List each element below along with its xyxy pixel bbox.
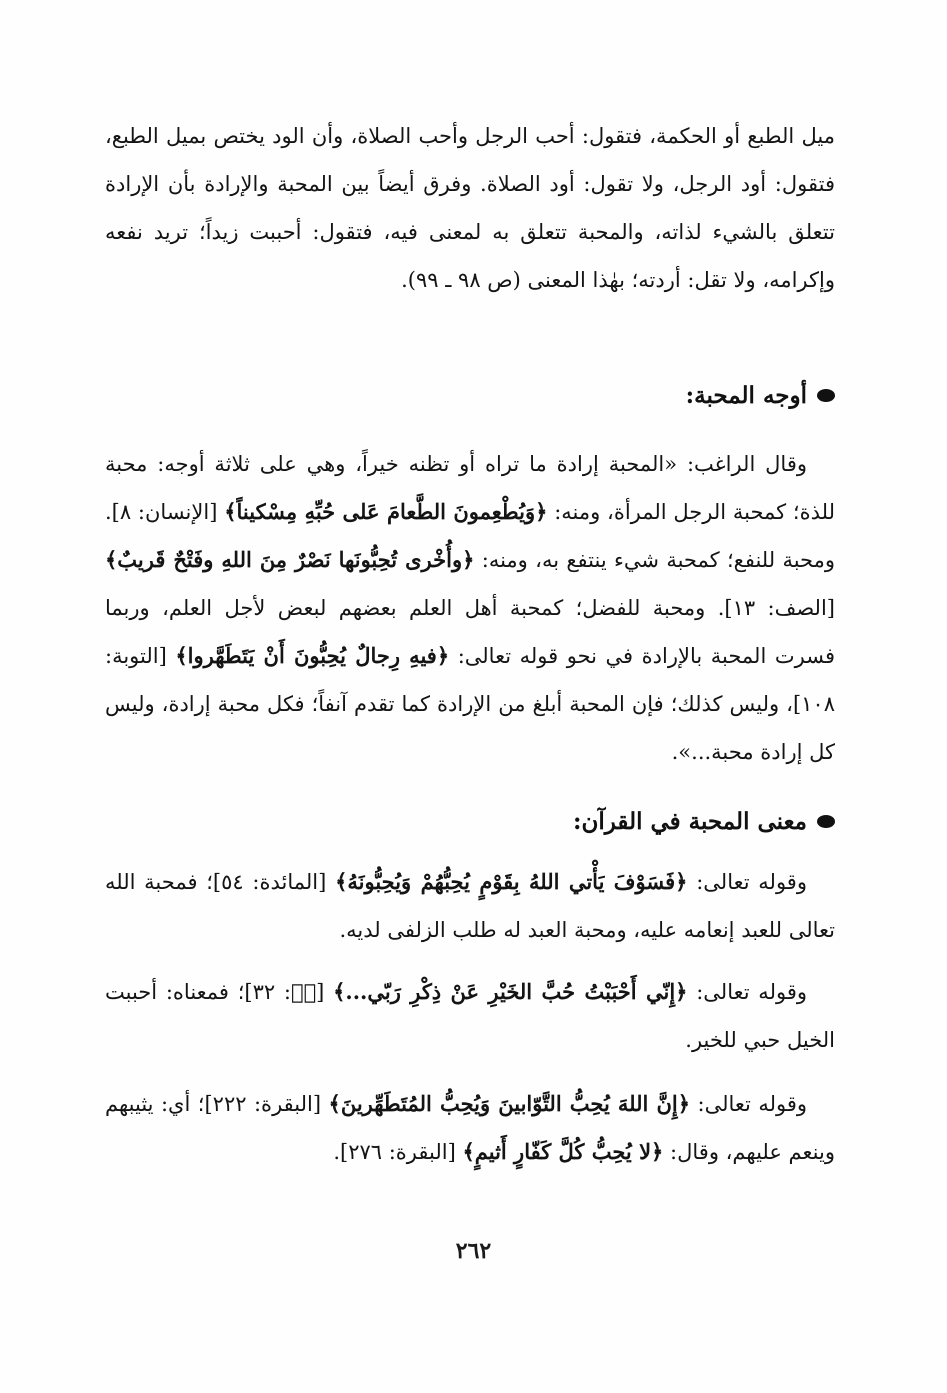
meaning-paragraph-1-block	[105, 858, 835, 954]
quran-verse: ﴿إِنّي أَحْبَبْتُ حُبَّ الخَيْرِ عَنْ ذِكْرِ رَبّي...﴾	[333, 979, 688, 1004]
bullet-icon	[817, 389, 835, 402]
heading-text: معنى المحبة في القرآن:	[572, 808, 807, 835]
meaning-paragraph-1	[105, 858, 835, 954]
quran-verse: ﴿وأُخْرى تُحِبُّونَها نَصْرٌ مِنَ اللهِ وفَتْحٌ قَريبٌ﴾	[105, 547, 475, 572]
paragraph-text: [البقرة: ٢٧٦].	[333, 1140, 456, 1164]
aspects-paragraph	[105, 440, 835, 776]
meaning-paragraph-3-block	[105, 1080, 835, 1176]
paragraph-text: [صۤ: ٣٢]؛ فمعناه: أحببت الخيل حبي للخير.	[105, 980, 835, 1052]
paragraph-text: [الإنسان: ٨]. ومحبة للنفع؛ كمحبة شيء ينتفع به، ومنه:	[105, 500, 836, 572]
bullet-icon	[817, 815, 835, 828]
quran-verse: ﴿إِنَّ اللهَ يُحِبُّ التَّوّابينَ وَيُحِبُّ المُتَطَهِّرينَ﴾	[328, 1091, 691, 1116]
section-heading-aspects	[105, 376, 835, 416]
paragraph-text: [الصف: ١٣]. ومحبة للفضل؛ كمحبة أهل العلم بعضهم لبعض لأجل العلم، وربما فسرت المحبة بالإرادة في نحو قوله تعالى:	[105, 596, 835, 668]
paragraph-text: وقوله تعالى:	[696, 870, 807, 894]
page-number: ٢٦٢	[455, 1238, 492, 1264]
aspects-paragraph-block	[105, 440, 835, 776]
intro-paragraph-block	[105, 112, 835, 304]
paragraph-text: وقوله تعالى:	[696, 980, 807, 1004]
paragraph-text: [التوبة: ١٠٨]، وليس كذلك؛ فإن المحبة أبلغ من الإرادة كما تقدم آنفاً؛ فكل محبة إرادة، وليس كل إرادة محبة...».	[105, 644, 835, 764]
heading-text: أوجه المحبة:	[685, 382, 807, 409]
intro-paragraph: ميل الطبع أو الحكمة، فتقول: أحب الرجل وأحب الصلاة، وأن الود يختص بميل الطبع، فتقول: أود الرجل، ولا تقول: أود الصلاة. وفرق أيضاً بين المحبة والإرادة بأن الإرادة تتعلق بالشيء لذاته، والمحبة تتعلق به لمعنى فيه، فتقول: أحببت زيداً؛ تريد نفعه وإكرامه، ولا تقل: أردته؛ بهٰذا المعنى (ص ٩٨ ـ ٩٩).	[105, 124, 835, 292]
paragraph-text: [البقرة: ٢٢٢]؛ أي: يثيبهم وينعم عليهم، وقال:	[105, 1092, 835, 1164]
meaning-paragraph-3	[105, 1080, 835, 1176]
paragraph-text: [المائدة: ٥٤]؛ فمحبة الله تعالى للعبد إنعامه عليه، ومحبة العبد له طلب الزلفى لديه.	[105, 870, 835, 942]
paragraph-text: وقال الراغب: «المحبة إرادة ما تراه أو تظنه خيراً، وهي على ثلاثة أوجه: محبة للذة؛ كمحبة الرجل المرأة، ومنه:	[105, 452, 835, 524]
quran-verse: ﴿فَسَوْفَ يَأْتي اللهُ بِقَوْمٍ يُحِبُّهُمْ وَيُحِبُّونَهُ﴾	[335, 869, 688, 894]
quran-verse: ﴿وَيُطْعِمونَ الطَّعامَ عَلى حُبِّهِ مِسْكيناً﴾	[224, 499, 548, 524]
quran-verse: ﴿فيهِ رِجالٌ يُحِبُّونَ أَنْ يَتَطَهَّروا﴾	[175, 643, 450, 668]
section-heading-meaning	[105, 802, 835, 842]
paragraph-text: وقوله تعالى:	[697, 1092, 808, 1116]
meaning-paragraph-2	[105, 968, 835, 1064]
quran-verse: ﴿لا يُحِبُّ كُلَّ كَفّارٍ أَثيمٍ﴾	[462, 1139, 664, 1164]
meaning-paragraph-2-block	[105, 968, 835, 1064]
